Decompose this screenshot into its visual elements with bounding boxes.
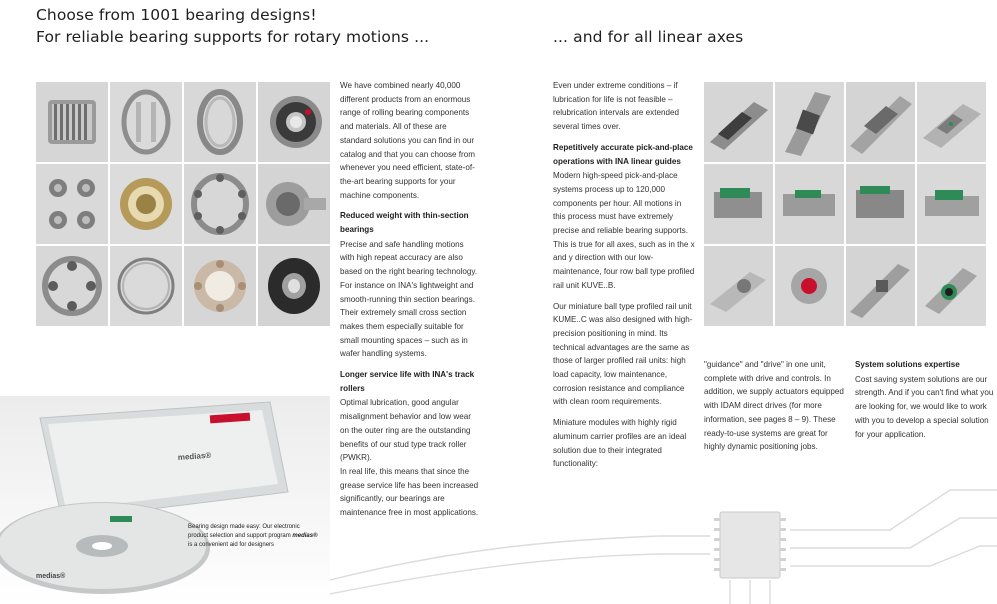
page-heading-left — [36, 4, 429, 48]
linear-guide-photo-grid — [704, 82, 986, 326]
cd-box-label: medias® — [177, 450, 212, 462]
linear-photo-rail-1 — [704, 82, 773, 162]
paragraph-system-solutions: Cost saving system solutions are our strength. And if you can't find what you are looking for, we would like to work with you to develop a special solution for your application. — [855, 374, 994, 439]
text-column-1 — [340, 79, 480, 527]
bearing-photo-cage — [110, 82, 182, 162]
bearing-photo-roller-assembly — [36, 164, 108, 244]
linear-photo-carriage-1 — [704, 164, 773, 244]
intro-paragraph: We have combined nearly 40,000 different products from an enormous range of rolling bearing components and materials. All of these are standard solutions you can find in our catalog and that you can choose from whenever you need efficient, state-of-the-art bearing supports for your machine components. — [340, 81, 475, 200]
linear-photo-rail-3 — [846, 82, 915, 162]
heading-line-2: For reliable bearing supports for rotary motions ... — [36, 28, 430, 46]
linear-photo-carriage-3 — [846, 164, 915, 244]
paragraph-pick-and-place: Modern high-speed pick-and-place systems process up to 120,000 components per hour. All motions in this process must have extremely precise and reliable bearing supports. This is true for all axes, such as in the x and y direction with our low-maintenance, four row ball type profiled rail unit KUVE..B. — [553, 171, 695, 290]
text-column-5 — [855, 358, 995, 448]
cd-illustration — [0, 396, 330, 604]
bearing-photo-black-seal — [258, 246, 330, 326]
relubrication-paragraph: Even under extreme conditions – if lubrication for life is not feasible – relubrication intervals are extended several times over. — [553, 81, 679, 132]
linear-photo-module-2 — [775, 246, 844, 326]
cd-disc-label: medias® — [36, 573, 66, 580]
bearing-photo-brass-cage — [110, 164, 182, 244]
bearing-photo-grid — [36, 82, 330, 326]
subheading-thin-section: Reduced weight with thin-section bearings — [340, 211, 469, 235]
linear-photo-module-1 — [704, 246, 773, 326]
linear-photo-module-4 — [917, 246, 986, 326]
subheading-system-solutions: System solutions expertise — [855, 360, 960, 369]
cd-caption — [188, 523, 318, 550]
bearing-photo-sealed-ball — [258, 82, 330, 162]
paragraph-guidance-drive: "guidance" and "drive" in one unit, complete with drive and controls. In addition, we supply actuators equipped with IDAM direct drives (for more information, see pages 8 – 9). These ready-to-use systems are great for highly dynamic positioning jobs. — [704, 360, 844, 452]
cd-caption-text-a: Bearing design made easy: Our electronic product selection and support program — [188, 524, 300, 539]
bearing-photo-track-roller — [258, 164, 330, 244]
paragraph-track-rollers-2: In real life, this means that since the grease service life has been increased significantly, our bearings are maintenance free in most applications. — [340, 466, 479, 518]
bearing-photo-thin-ring — [184, 82, 256, 162]
software-cd-image — [0, 396, 330, 604]
text-column-4 — [704, 358, 844, 461]
bearing-photo-needle-roller — [36, 82, 108, 162]
bearing-photo-deep-groove — [36, 246, 108, 326]
bearing-photo-slim-ring — [110, 246, 182, 326]
subheading-pick-and-place: Repetitively accurate pick-and-place operations with INA linear guides — [553, 142, 693, 166]
cd-caption-text-b: is a convenient aid for designers — [188, 542, 275, 548]
text-column-3 — [553, 79, 696, 478]
bearing-photo-angular — [184, 164, 256, 244]
linear-photo-rail-2 — [775, 82, 844, 162]
linear-photo-rail-4 — [917, 82, 986, 162]
heading-line-1: Choose from 1001 bearing designs! — [36, 6, 317, 24]
bearing-photo-ceramic — [184, 246, 256, 326]
subheading-track-rollers: Longer service life with INA's track rollers — [340, 370, 475, 393]
paragraph-thin-section: Precise and safe handling motions with high repeat accuracy are also based on the right bearing technology. For instance on INA's lightweight and smooth-running thin section bearings. Their extremely small cross section makes them especially suitable for small mounting spaces – such as in wafer handling systems. — [340, 239, 478, 359]
cd-caption-brand: medias® — [292, 533, 318, 539]
paragraph-track-rollers-1: Optimal lubrication, good angular misalignment behavior and low wear on the outer ring are the outstanding benefits of our stud type track roller (PWKR). — [340, 398, 471, 463]
linear-photo-carriage-2 — [775, 164, 844, 244]
linear-photo-carriage-4 — [917, 164, 986, 244]
paragraph-miniature-modules: Miniature modules with highly rigid aluminum carrier profiles are an ideal solution due to their integrated functionality: — [553, 418, 687, 469]
linear-photo-module-3 — [846, 246, 915, 326]
paragraph-miniature-rail: Our miniature ball type profiled rail unit KUME..C was also designed with high-precision positioning in mind. Its technical advantages are the same as those of larger profiled rail units: high load capacity, low maintenance, corrosion resistance and compliance with clean room requirements. — [553, 301, 693, 407]
page-heading-right: ... and for all linear axes — [553, 28, 744, 46]
circuit-board-graphic — [330, 470, 997, 604]
